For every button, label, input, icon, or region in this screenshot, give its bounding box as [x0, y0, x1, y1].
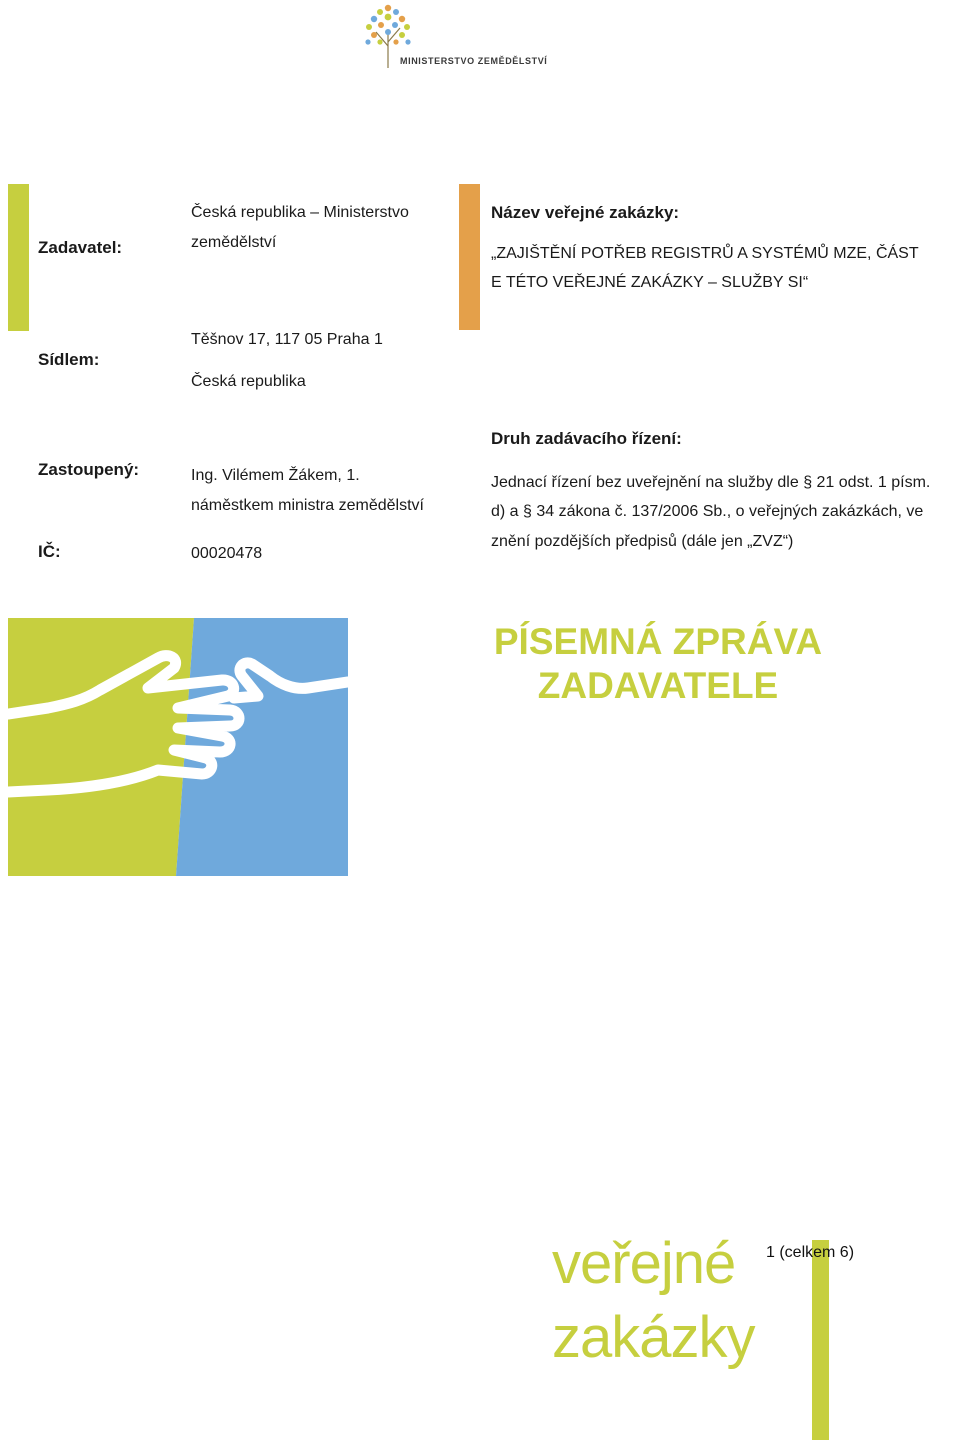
logo-line1: veřejné	[552, 1231, 736, 1296]
accent-bar-orange	[459, 184, 480, 330]
ic-value: 00020478	[191, 545, 263, 562]
zastoupeny-label: Zastoupený:	[38, 460, 140, 479]
nazev-label: Název veřejné zakázky:	[491, 203, 680, 222]
sidlem-value-line2: Česká republika	[191, 373, 306, 390]
verejne-zakazky-logo	[552, 1231, 755, 1370]
zastoupeny-value-line1: Ing. Vilémem Žákem, 1.	[191, 467, 360, 484]
page-number: 1 (celkem 6)	[766, 1244, 855, 1261]
ministry-logo-text: MINISTERSTVO ZEMĚDĚLSTVÍ	[400, 56, 548, 66]
handshake-graphic	[8, 618, 348, 876]
footer-accent-bar	[812, 1240, 829, 1440]
ic-label: IČ:	[38, 542, 61, 561]
zadavatel-value-line2: zemědělství	[191, 234, 277, 251]
report-title	[488, 620, 828, 708]
sidlem-label: Sídlem:	[38, 350, 100, 369]
report-title-line1: PÍSEMNÁ ZPRÁVA	[493, 621, 823, 662]
druh-value-line3: znění pozdějších předpisů (dále jen „ZVZ“)	[491, 533, 794, 550]
nazev-value-line2: E TÉTO VEŘEJNÉ ZAKÁZKY – SLUŽBY SI“	[491, 274, 809, 291]
druh-value-line2: d) a § 34 zákona č. 137/2006 Sb., o veřejných zakázkách, ve	[491, 503, 924, 520]
accent-bar-green	[8, 184, 29, 331]
zastoupeny-value-line2: náměstkem ministra zemědělství	[191, 497, 424, 514]
zadavatel-label: Zadavatel:	[38, 238, 123, 257]
druh-value-line1: Jednací řízení bez uveřejnění na služby dle § 21 odst. 1 písm.	[491, 474, 931, 491]
zadavatel-value-line1: Česká republika – Ministerstvo	[191, 204, 409, 221]
nazev-value-line1: „ZAJIŠTĚNÍ POTŘEB REGISTRŮ A SYSTÉMŮ MZE, ČÁST	[491, 245, 919, 262]
logo-line2: zakázky	[552, 1305, 755, 1370]
report-title-line2: ZADAVATELE	[537, 665, 779, 706]
druh-label: Druh zadávacího řízení:	[491, 429, 682, 448]
sidlem-value-line1: Těšnov 17, 117 05 Praha 1	[191, 331, 383, 348]
